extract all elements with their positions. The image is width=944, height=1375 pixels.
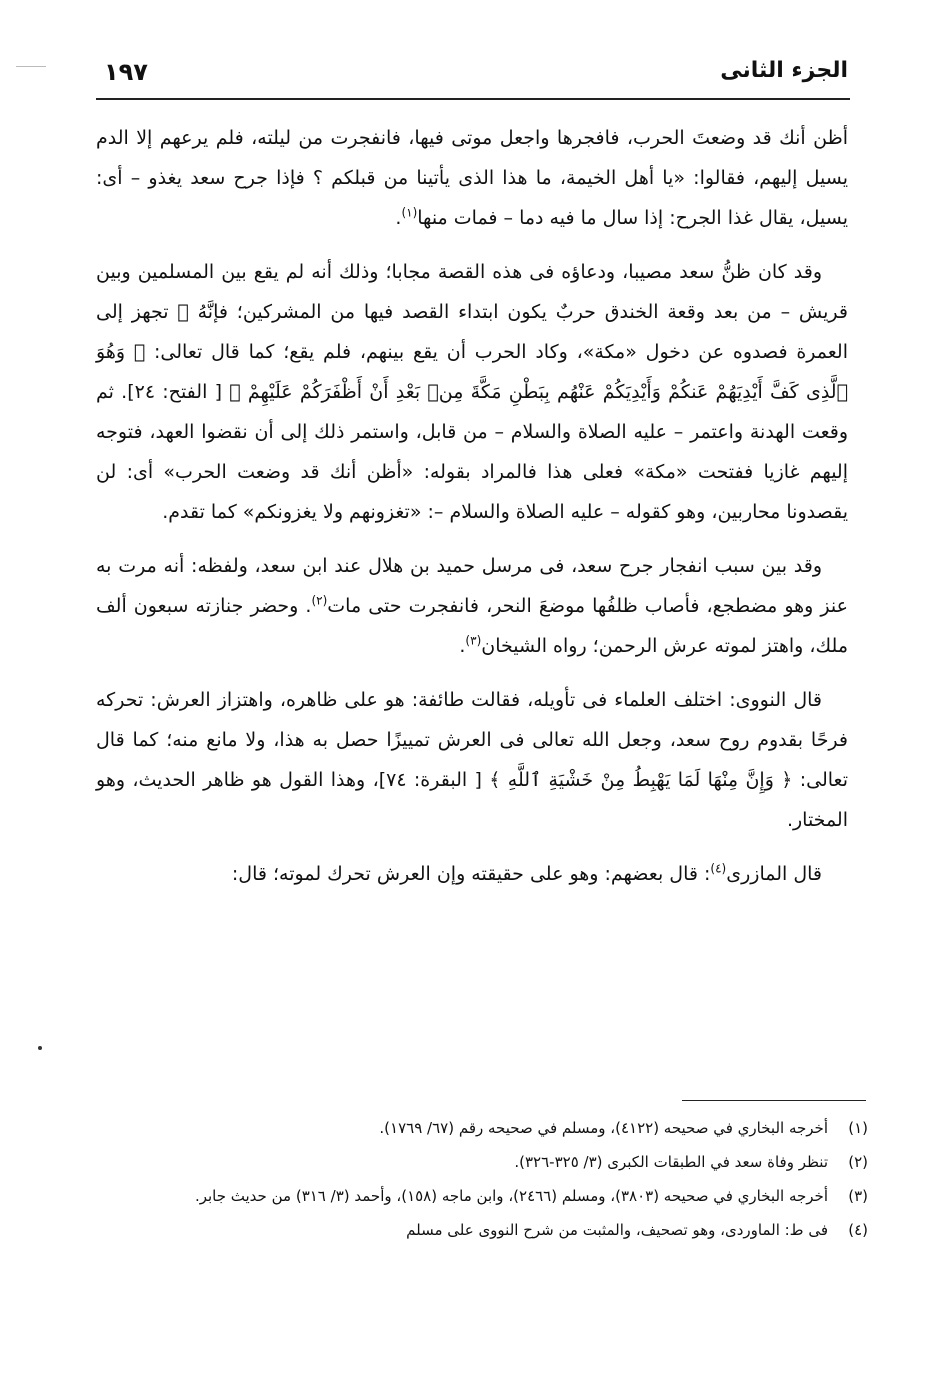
footnote-ref-1: (١) [401,205,418,220]
footnote-text: تنظر وفاة سعد في الطبقات الكبرى (٣/ ٣٢٥-٣٢٦). [514,1153,828,1171]
footnotes [150,1114,868,1250]
footnote-ref-2: (٢) [311,593,328,608]
paragraph-2-text: وقد كان ظنُّ سعد مصيبا، ودعاؤه فى هذه القصة مجابا؛ وذلك أنه لم يقع بين المسلمين وبين قريش – من بعد وقعة الخندق حربٌ يكون ابتداء القصد فيها من المشركين؛ فإنَّهُ ﷺ تجهز إلى العمرة فصدوه عن دخول «مكة»، وكاد الحرب أن يقع بينهم، فلم يقع؛ كما قال تعالى: ﴿ وَهُوَ ٱلَّذِى كَفَّ أَيْدِيَهُمْ عَنكُمْ وَأَيْدِيَكُمْ عَنْهُم بِبَطْنِ مَكَّةَ مِنۢ بَعْدِ أَنْ أَظْفَرَكُمْ عَلَيْهِمْ ﴾ [ الفتح: ٢٤]. ثم وقعت الهدنة واعتمر – عليه الصلاة والسلام – من قابل، واستمر ذلك إلى أن نقضوا العهد، فتوجه إليهم غازيا ففتحت «مكة» فعلى هذا فالمراد بقوله: «أظن أنك قد وضعت الحرب» أى: لن يقصدونا محاربين، وهو كقوله – عليه الصلاة والسلام –: «تغزونهم ولا يغزونكم» كما تقدم. [96,261,848,523]
paragraph-1-text: أظن أنك قد وضعتَ الحرب، فافجرها واجعل موتى فيها، فانفجرت من ليلته، فلم يرعهم إلا الدم يسيل إليهم، فقالوا: «يا أهل الخيمة، ما هذا الذى يأتينا من قبلكم ؟ فإذا جرح سعد يغذو – أى: يسيل، يقال غذا الجرح: إذا سال ما فيه دما – فمات منها [96,127,848,229]
paragraph-3-end: . [459,635,466,657]
scan-mark [16,66,46,67]
main-text [96,118,848,908]
footnote-1 [150,1114,868,1142]
header-rule [96,98,850,100]
paragraph-3-text: وقد بين سبب انفجار جرح سعد، فى مرسل حميد بن هلال عند ابن سعد، ولفظه: أنه مرت به عنز وهو مضطجع، فأصاب ظلفُها موضعَ النحر، فانفجرت حتى مات [96,555,848,617]
footnote-ref-4: (٤) [710,861,727,876]
page-header [100,52,848,98]
footnote-text: فى ط: الماوردى، وهو تصحيف، والمثبت من شرح النووى على مسلم [406,1221,828,1239]
paragraph-4 [96,680,848,840]
footnote-rule [682,1100,866,1101]
paragraph-4-text: قال النووى: اختلف العلماء فى تأويله، فقالت طائفة: هو على ظاهره، واهتزاز العرش: تحركه فرحًا بقدوم روح سعد، وجعل الله تعالى فى العرش تمييزًا حصل به هذا، ولا مانع منه؛ كما قال تعالى: ﴿ وَإِنَّ مِنْهَا لَمَا يَهْبِطُ مِنْ خَشْيَةِ ٱللَّهِ ﴾ [ البقرة: ٧٤]، وهذا القول هو ظاهر الحديث، وهو المختار. [96,689,849,831]
margin-dot [38,1046,42,1050]
footnote-2 [150,1148,868,1176]
footnote-number: (٣) [848,1187,868,1205]
footnote-text: أخرجه البخاري في صحيحه (٤١٢٢)، ومسلم في صحيحه رقم (٦٧/ ١٧٦٩). [379,1119,828,1137]
paragraph-5 [96,854,848,894]
footnote-number: (١) [848,1119,868,1137]
paragraph-1-end: . [395,207,402,229]
footnote-ref-3: (٣) [465,633,482,648]
running-head: الجزء الثانى [720,58,848,83]
footnote-text: أخرجه البخاري في صحيحه (٣٨٠٣)، ومسلم (٢٤٦٦)، وابن ماجه (١٥٨)، وأحمد (٣/ ٣١٦) من حديث جابر. [194,1187,828,1205]
footnote-number: (٢) [848,1153,868,1171]
paragraph-5-start: قال المازرى [726,863,822,885]
footnote-number: (٤) [848,1221,868,1239]
footnote-3 [150,1182,868,1210]
paragraph-3-mid: . وحضر جنازته سبعون ألف ملك، واهتز لموته عرش الرحمن؛ رواه الشيخان [96,595,848,657]
paragraph-5-text: : قال بعضهم: وهو على حقيقته وإن العرش تحرك لموته؛ قال: [231,863,711,885]
paragraph-1 [96,118,848,238]
paragraph-2 [96,252,848,532]
page-number: ١٩٧ [104,58,148,86]
paragraph-3 [96,546,848,666]
footnote-4 [150,1216,868,1244]
